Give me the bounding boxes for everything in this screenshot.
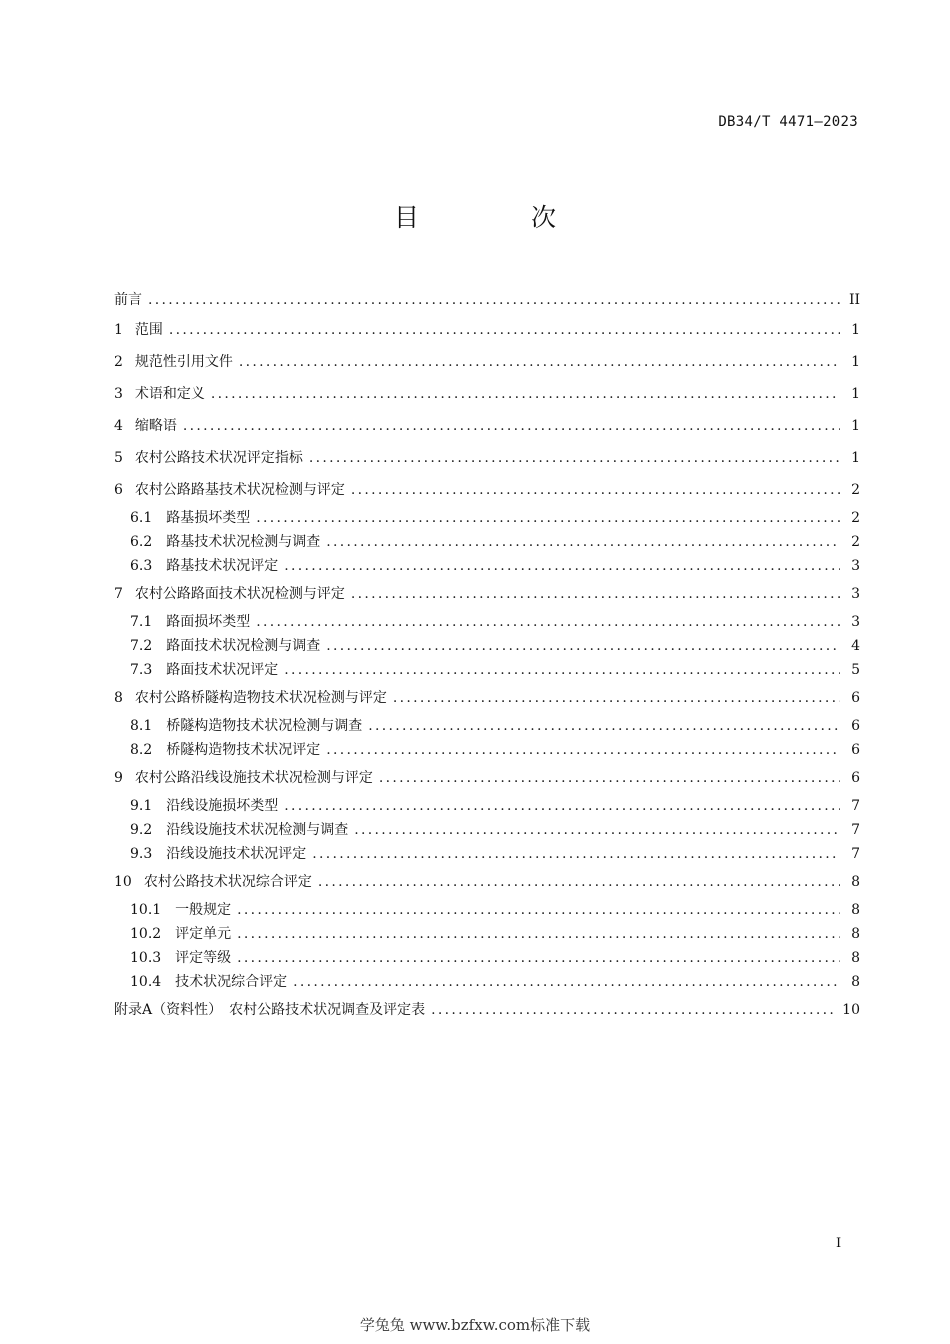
toc-entry-page: 7 (851, 822, 860, 838)
toc-entry-page: 3 (851, 558, 860, 574)
toc-entry-page: 1 (851, 322, 860, 338)
toc-entry-label: 农村公路桥隧构造物技术状况检测与评定 (134, 690, 387, 706)
toc-entry-label: 路面技术状况评定 (166, 662, 279, 678)
toc-dot-leader (284, 554, 840, 578)
toc-entry-page: 8 (851, 950, 860, 966)
toc-dot-leader (256, 506, 840, 530)
toc-dot-leader (312, 842, 840, 866)
toc-entry-page: 1 (851, 450, 860, 466)
toc-entry[interactable] (114, 762, 860, 794)
toc-entry[interactable] (114, 286, 860, 314)
toc-entry-page: 3 (851, 586, 860, 602)
toc-entry-page: 8 (851, 874, 860, 890)
toc-entry-label: 桥隧构造物技术状况评定 (166, 742, 321, 758)
toc-entry-page: 1 (851, 418, 860, 434)
toc-entry-number: 5 (114, 450, 123, 466)
toc-entry-number: 6.2 (130, 534, 153, 550)
toc-entry[interactable] (114, 578, 860, 610)
toc-entry-number: 10.2 (130, 926, 162, 942)
toc-entry-page: 10 (842, 1002, 860, 1018)
toc-entry[interactable] (114, 794, 860, 818)
toc-entry-page: 6 (851, 770, 860, 786)
toc-entry-number: 8 (114, 690, 123, 706)
toc-entry-number: 1 (114, 322, 123, 338)
toc-entry[interactable] (114, 410, 860, 442)
toc-entry-page: 2 (851, 534, 860, 550)
toc-entry-label: 评定单元 (175, 926, 232, 942)
toc-entry-label: 路面技术状况检测与调查 (166, 638, 321, 654)
toc-entry-label: 路基技术状况检测与调查 (166, 534, 321, 550)
toc-entry[interactable] (114, 842, 860, 866)
toc-entry-number: 7.2 (130, 638, 153, 654)
toc-entry-label: 沿线设施技术状况检测与调查 (166, 822, 349, 838)
toc-entry-number: 9.2 (130, 822, 153, 838)
toc-entry[interactable] (114, 314, 860, 346)
toc-entry[interactable] (114, 658, 860, 682)
toc-entry-page: 8 (851, 902, 860, 918)
toc-entry-page: 7 (851, 798, 860, 814)
toc-dot-leader (148, 286, 840, 314)
toc-entry[interactable] (114, 922, 860, 946)
toc-dot-leader (326, 530, 840, 554)
toc-entry-number: 8.2 (130, 742, 153, 758)
toc-entry[interactable] (114, 738, 860, 762)
toc-entry-number: 7.3 (130, 662, 153, 678)
toc-dot-leader (326, 738, 840, 762)
toc-dot-leader (256, 610, 840, 634)
toc-entry[interactable] (114, 442, 860, 474)
toc-entry[interactable] (114, 346, 860, 378)
toc-entry-number: 2 (114, 354, 123, 370)
toc-entry-page: 3 (851, 614, 860, 630)
toc-entry-label: 沿线设施技术状况评定 (166, 846, 307, 862)
toc-entry-label: 农村公路沿线设施技术状况检测与评定 (134, 770, 373, 786)
toc-entry-page: II (848, 292, 860, 308)
toc-entry-page: 2 (851, 482, 860, 498)
toc-entry-number: 6.1 (130, 510, 153, 526)
toc-dot-leader (293, 970, 840, 994)
toc-entry[interactable] (114, 554, 860, 578)
toc-entry-label: 路基损坏类型 (166, 510, 251, 526)
toc-dot-leader (237, 898, 840, 922)
toc-entry[interactable] (114, 682, 860, 714)
toc-dot-leader (354, 818, 840, 842)
toc-entry-page: 4 (851, 638, 860, 654)
toc-entry-page: 2 (851, 510, 860, 526)
toc-dot-leader (318, 866, 840, 898)
toc-entry[interactable] (114, 506, 860, 530)
toc-dot-leader (393, 682, 840, 714)
toc-entry-number: 10.3 (130, 950, 162, 966)
toc-entry-number: 9.1 (130, 798, 153, 814)
toc-entry-label: 范围 (134, 322, 163, 338)
toc-entry-page: 7 (851, 846, 860, 862)
toc-entry-page: 1 (851, 354, 860, 370)
toc-entry-label: 缩略语 (134, 418, 177, 434)
toc-entry-number: 9.3 (130, 846, 153, 862)
toc-entry[interactable] (114, 474, 860, 506)
toc-dot-leader (284, 658, 840, 682)
toc-dot-leader (368, 714, 840, 738)
toc-dot-leader (237, 922, 840, 946)
document-code: DB34/T 4471—2023 (718, 114, 858, 130)
toc-dot-leader (351, 578, 840, 610)
toc-entry-page: 1 (851, 386, 860, 402)
toc-dot-leader (237, 946, 840, 970)
toc-dot-leader (211, 378, 840, 410)
toc-entry[interactable] (114, 378, 860, 410)
toc-entry-label: 沿线设施损坏类型 (166, 798, 279, 814)
toc-entry-label: 桥隧构造物技术状况检测与调查 (166, 718, 363, 734)
toc-entry-number: 9 (114, 770, 123, 786)
toc-entry[interactable] (114, 898, 860, 922)
toc-entry-number: 10 (114, 874, 132, 890)
toc-entry-page: 6 (851, 690, 860, 706)
toc-entry-label: 附录A（资料性） 农村公路技术状况调查及评定表 (114, 1002, 426, 1018)
toc-entry-label: 评定等级 (175, 950, 232, 966)
toc-entry-label: 一般规定 (175, 902, 232, 918)
toc-title: 目 次 (394, 203, 608, 232)
toc-entry-number: 6 (114, 482, 123, 498)
toc-entry-page: 5 (851, 662, 860, 678)
toc-entry-page: 6 (851, 742, 860, 758)
toc-entry[interactable] (114, 530, 860, 554)
toc-entry-number: 4 (114, 418, 123, 434)
toc-dot-leader (284, 794, 840, 818)
toc-entry[interactable] (114, 818, 860, 842)
toc-entry-label: 路面损坏类型 (166, 614, 251, 630)
toc-dot-leader (351, 474, 840, 506)
toc-dot-leader (379, 762, 840, 794)
table-of-contents (114, 286, 860, 1026)
toc-entry-label: 术语和定义 (134, 386, 205, 402)
toc-entry[interactable] (114, 714, 860, 738)
watermark-text: 学兔兔 www.bzfxw.com标准下载 (359, 1316, 591, 1334)
toc-dot-leader (431, 994, 836, 1026)
page-number: I (836, 1236, 842, 1251)
toc-entry[interactable] (114, 946, 860, 970)
toc-entry-number: 10.4 (130, 974, 162, 990)
toc-entry[interactable] (114, 866, 860, 898)
toc-entry-label: 技术状况综合评定 (175, 974, 288, 990)
toc-entry-label: 农村公路路基技术状况检测与评定 (134, 482, 345, 498)
toc-dot-leader (239, 346, 840, 378)
toc-entry[interactable] (114, 634, 860, 658)
toc-entry-number: 6.3 (130, 558, 153, 574)
toc-entry-label: 农村公路技术状况评定指标 (134, 450, 303, 466)
toc-entry-label: 规范性引用文件 (134, 354, 233, 370)
toc-dot-leader (183, 410, 840, 442)
toc-dot-leader (169, 314, 840, 346)
toc-entry-number: 7.1 (130, 614, 153, 630)
toc-entry-page: 8 (851, 974, 860, 990)
toc-entry-label: 前言 (114, 292, 142, 308)
toc-entry-label: 农村公路路面技术状况检测与评定 (134, 586, 345, 602)
toc-entry-number: 7 (114, 586, 123, 602)
toc-entry-label: 农村公路技术状况综合评定 (143, 874, 312, 890)
toc-dot-leader (309, 442, 840, 474)
toc-entry-page: 6 (851, 718, 860, 734)
toc-entry-number: 10.1 (130, 902, 162, 918)
toc-entry-number: 8.1 (130, 718, 153, 734)
toc-entry[interactable] (114, 970, 860, 994)
toc-entry-page: 8 (851, 926, 860, 942)
toc-dot-leader (326, 634, 840, 658)
toc-entry-number: 3 (114, 386, 123, 402)
toc-entry[interactable] (114, 610, 860, 634)
toc-entry-label: 路基技术状况评定 (166, 558, 279, 574)
toc-entry[interactable] (114, 994, 860, 1026)
